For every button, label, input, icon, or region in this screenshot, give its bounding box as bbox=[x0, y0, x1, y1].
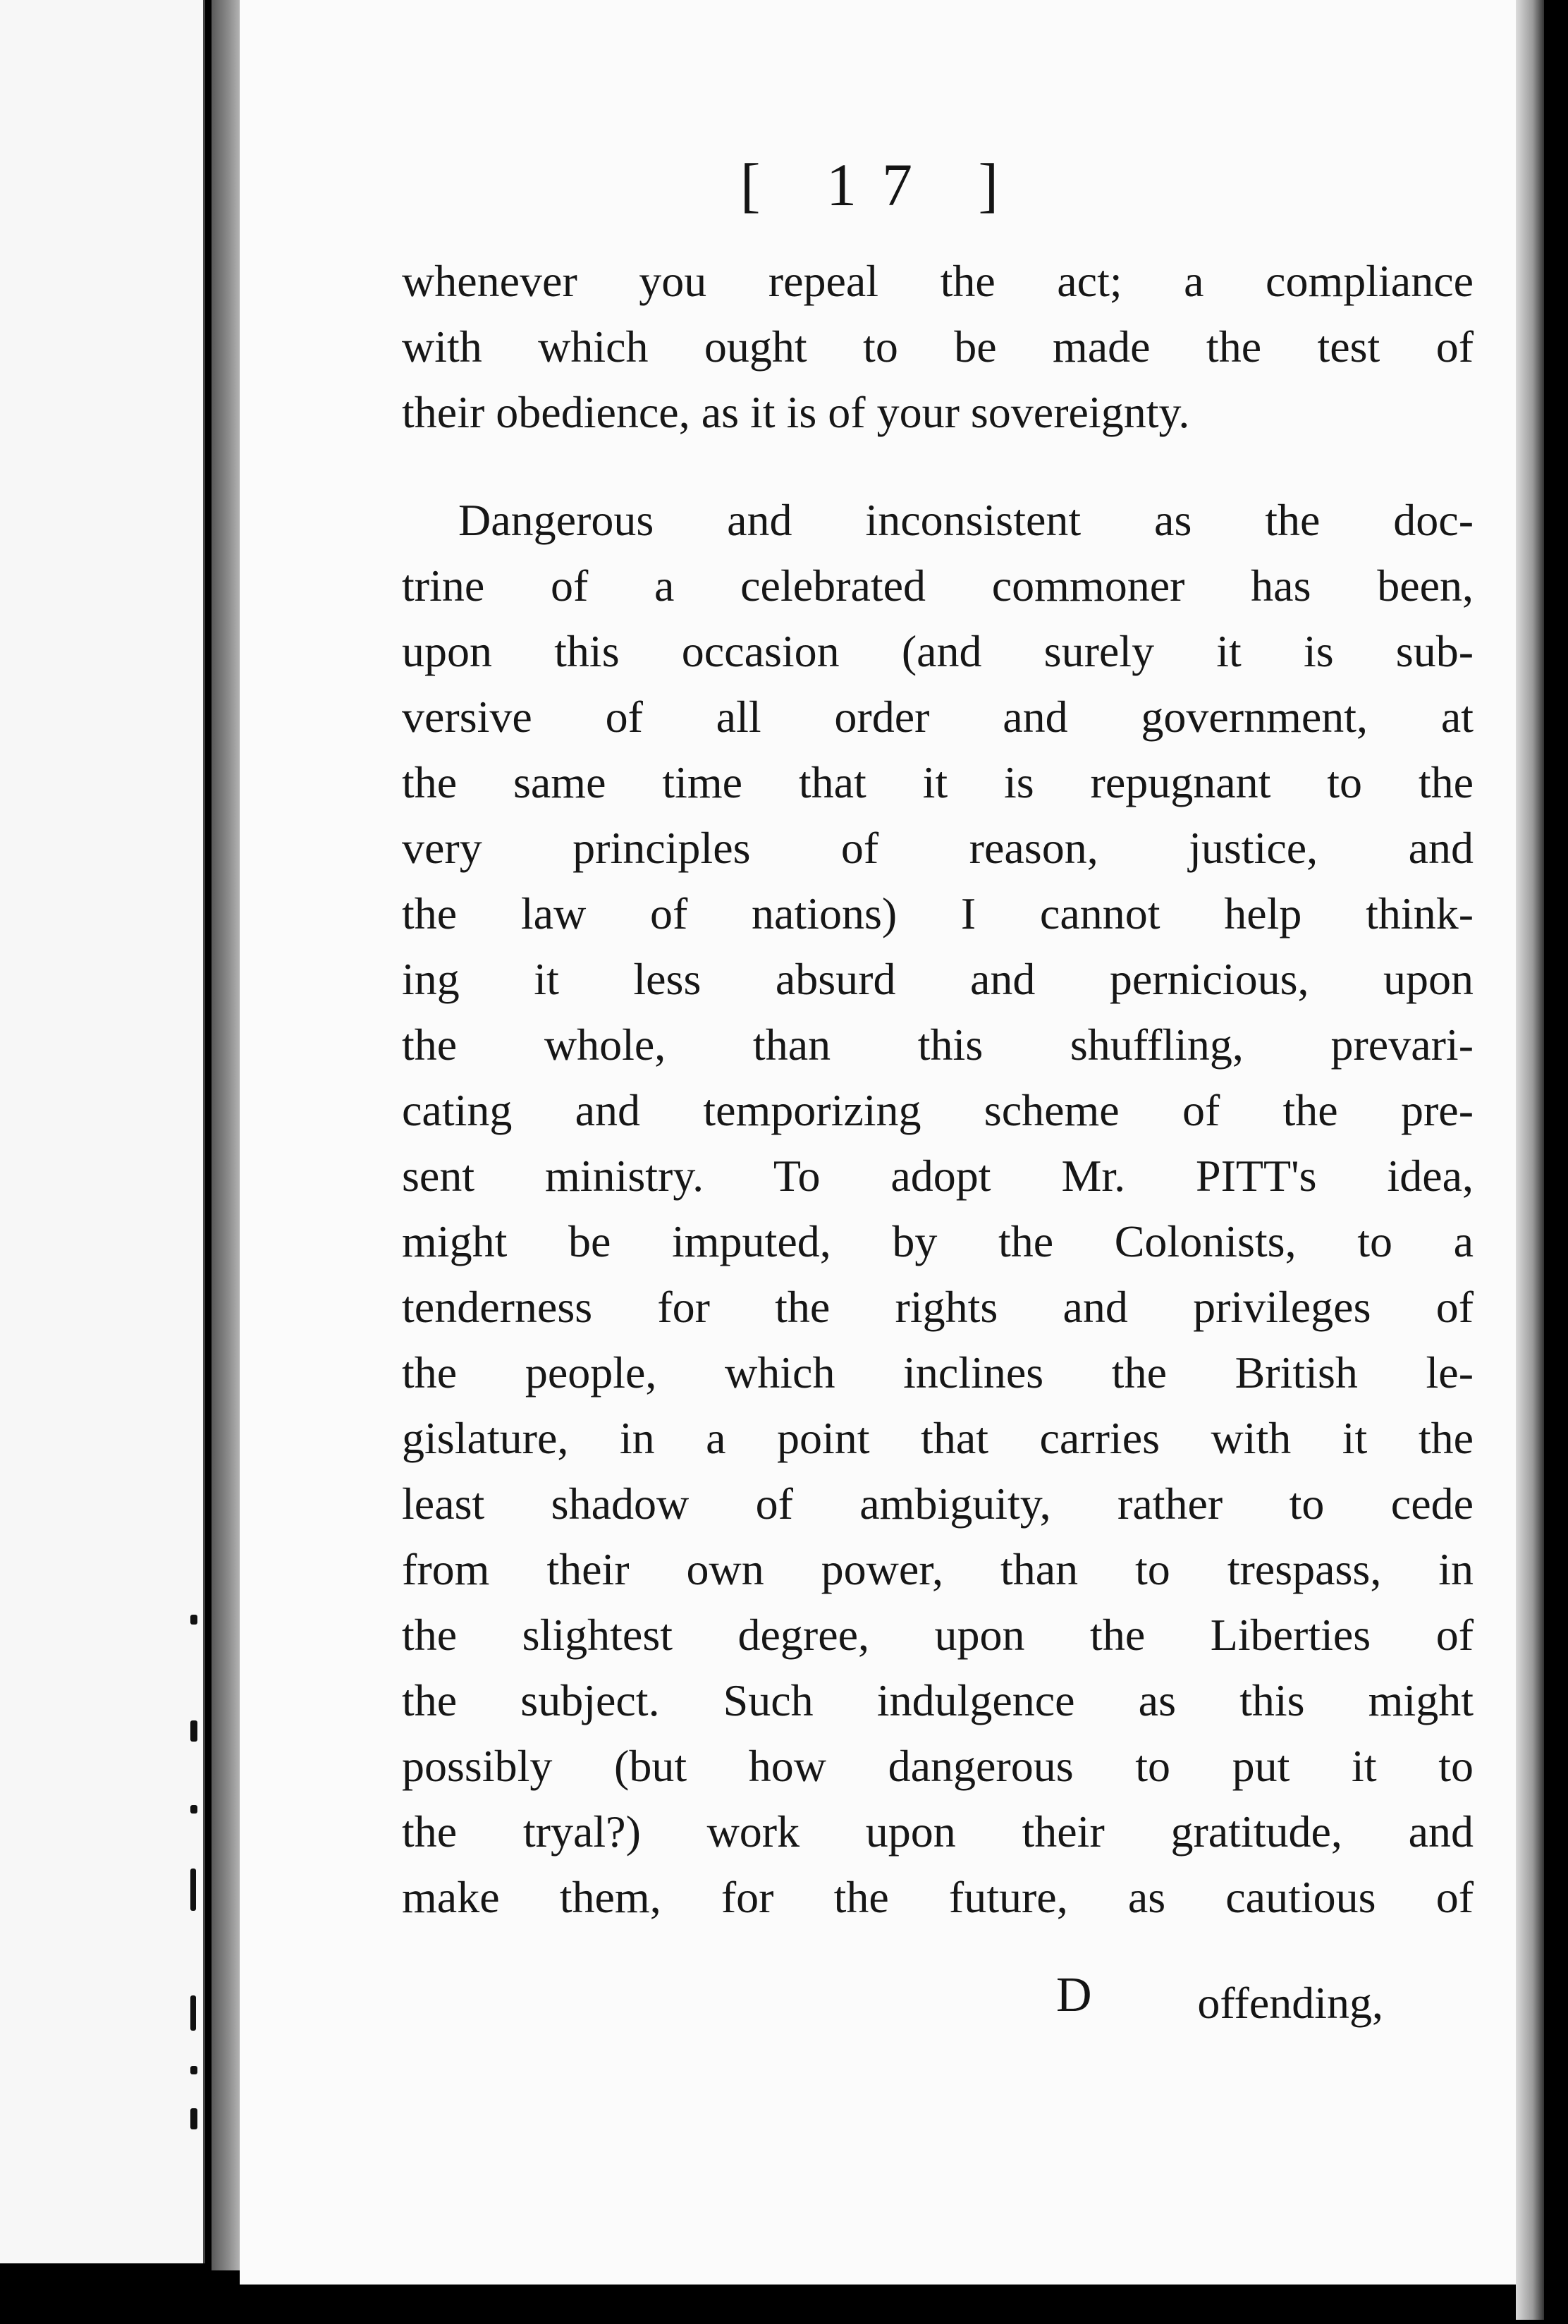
text-line: with which ought to be made the test of bbox=[402, 322, 1474, 372]
text-line: might be imputed, by the Colonists, to a bbox=[402, 1216, 1474, 1266]
paragraph-spacer bbox=[402, 445, 1474, 487]
paragraph-1 bbox=[402, 248, 1474, 445]
body-text bbox=[402, 248, 1474, 1930]
page-edge-shadow bbox=[1516, 0, 1544, 2320]
scanned-page bbox=[240, 0, 1530, 2285]
margin-mark bbox=[190, 1805, 197, 1814]
text-line: the people, which inclines the British le- bbox=[402, 1347, 1474, 1398]
text-line: Dangerous and inconsistent as the doc- bbox=[458, 495, 1474, 545]
catchword: offending, bbox=[1197, 1978, 1383, 2028]
margin-mark bbox=[190, 2108, 197, 2129]
text-line: versive of all order and government, at bbox=[402, 692, 1474, 742]
text-line: whenever you repeal the act; a compliance bbox=[402, 256, 1474, 306]
text-line: gislature, in a point that carries with it the bbox=[402, 1413, 1474, 1463]
text-line: from their own power, than to trespass, in bbox=[402, 1544, 1474, 1594]
text-line: the tryal?) work upon their gratitude, and bbox=[402, 1806, 1474, 1857]
page-number-header: [ 17 ] bbox=[740, 151, 1024, 219]
text-line: possibly (but how dangerous to put it to bbox=[402, 1741, 1474, 1791]
signature-mark: D bbox=[1056, 1968, 1092, 2022]
text-line: the whole, than this shuffling, prevari- bbox=[402, 1020, 1474, 1070]
margin-mark bbox=[190, 1615, 197, 1625]
text-line: their obedience, as it is of your sovereignty. bbox=[402, 387, 1190, 437]
paragraph-2 bbox=[402, 487, 1474, 1930]
text-line: make them, for the future, as cautious of bbox=[402, 1872, 1474, 1922]
text-line: the same time that it is repugnant to the bbox=[402, 757, 1474, 807]
page-footer bbox=[240, 1967, 1524, 2038]
text-line: tenderness for the rights and privileges of bbox=[402, 1282, 1474, 1332]
margin-mark bbox=[190, 1720, 197, 1742]
margin-mark bbox=[190, 1995, 196, 2031]
text-line: very principles of reason, justice, and bbox=[402, 823, 1474, 873]
facing-page bbox=[0, 0, 205, 2263]
text-line: cating and temporizing scheme of the pre- bbox=[402, 1085, 1474, 1135]
text-line: the slightest degree, upon the Liberties of bbox=[402, 1610, 1474, 1660]
margin-mark bbox=[190, 2066, 197, 2074]
text-line: trine of a celebrated commoner has been, bbox=[402, 561, 1474, 611]
margin-mark bbox=[190, 1869, 196, 1911]
text-line: ing it less absurd and pernicious, upon bbox=[402, 954, 1474, 1004]
text-line: least shadow of ambiguity, rather to cede bbox=[402, 1479, 1474, 1529]
text-line: the law of nations) I cannot help think- bbox=[402, 888, 1474, 938]
text-line: upon this occasion (and surely it is sub- bbox=[402, 626, 1474, 676]
text-line: sent ministry. To adopt Mr. PITT's idea, bbox=[402, 1151, 1474, 1201]
text-line: the subject. Such indulgence as this might bbox=[402, 1675, 1474, 1725]
